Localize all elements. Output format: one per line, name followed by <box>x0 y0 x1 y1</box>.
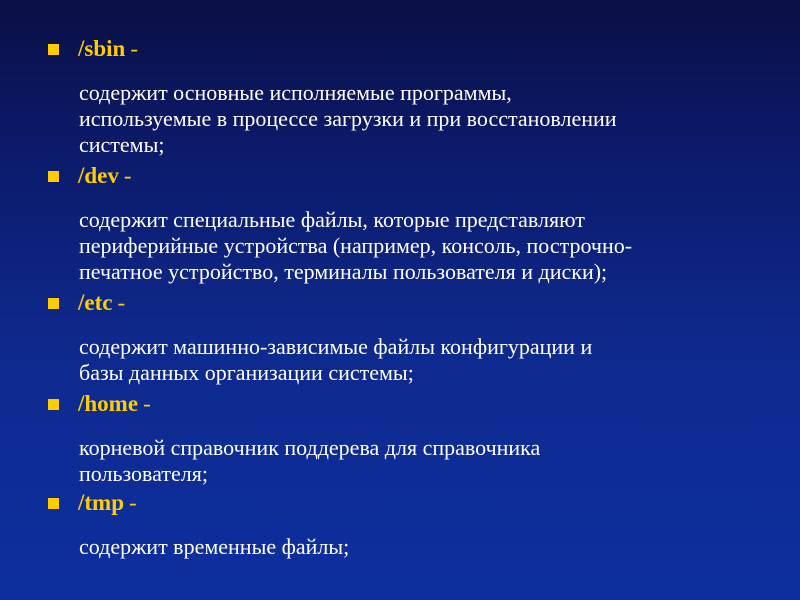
entry-description <box>79 207 768 285</box>
description-line: содержит специальные файлы, которые представляют <box>79 207 585 232</box>
square-bullet-icon <box>48 298 59 309</box>
entry-description <box>79 80 768 158</box>
square-bullet-icon <box>48 171 59 182</box>
description-line: печатное устройство, терминалы пользователя и диски); <box>79 259 608 284</box>
dash-separator: - <box>123 163 132 188</box>
entry-etc <box>48 288 768 386</box>
entry-sbin <box>48 34 768 158</box>
entry-description <box>79 334 768 386</box>
directory-name: /etc <box>78 290 113 315</box>
square-bullet-icon <box>48 498 59 509</box>
description-line: пользователя; <box>79 461 208 486</box>
dash-separator: - <box>129 490 137 515</box>
description-line: базы данных организации системы; <box>79 360 414 385</box>
entry-heading <box>48 34 768 64</box>
directory-name: /dev <box>78 163 119 188</box>
square-bullet-icon <box>48 44 59 55</box>
directory-name: /home <box>78 391 139 416</box>
description-line: системы; <box>79 132 165 157</box>
directory-name: /tmp <box>78 490 124 515</box>
entry-tmp <box>48 488 768 560</box>
description-line: содержит машинно-зависимые файлы конфигурации и <box>79 334 593 359</box>
dash-separator: - <box>117 290 126 315</box>
description-line: содержит временные файлы; <box>79 534 350 559</box>
entry-description <box>79 534 768 560</box>
entry-heading <box>48 161 768 191</box>
entry-heading <box>48 488 768 518</box>
description-line: периферийные устройства (например, консоль, построчно- <box>79 233 633 258</box>
entry-description <box>79 435 768 487</box>
directory-name: /sbin <box>78 36 126 61</box>
square-bullet-icon <box>48 399 59 410</box>
dash-separator: - <box>130 36 138 61</box>
entry-home <box>48 389 768 487</box>
description-line: используемые в процессе загрузки и при восстановлении <box>79 106 617 131</box>
entry-heading <box>48 389 768 419</box>
entry-heading <box>48 288 768 318</box>
dash-separator: - <box>143 391 151 416</box>
description-line: корневой справочник поддерева для справочника <box>79 435 541 460</box>
entry-dev <box>48 161 768 285</box>
description-line: содержит основные исполняемые программы, <box>79 80 512 105</box>
